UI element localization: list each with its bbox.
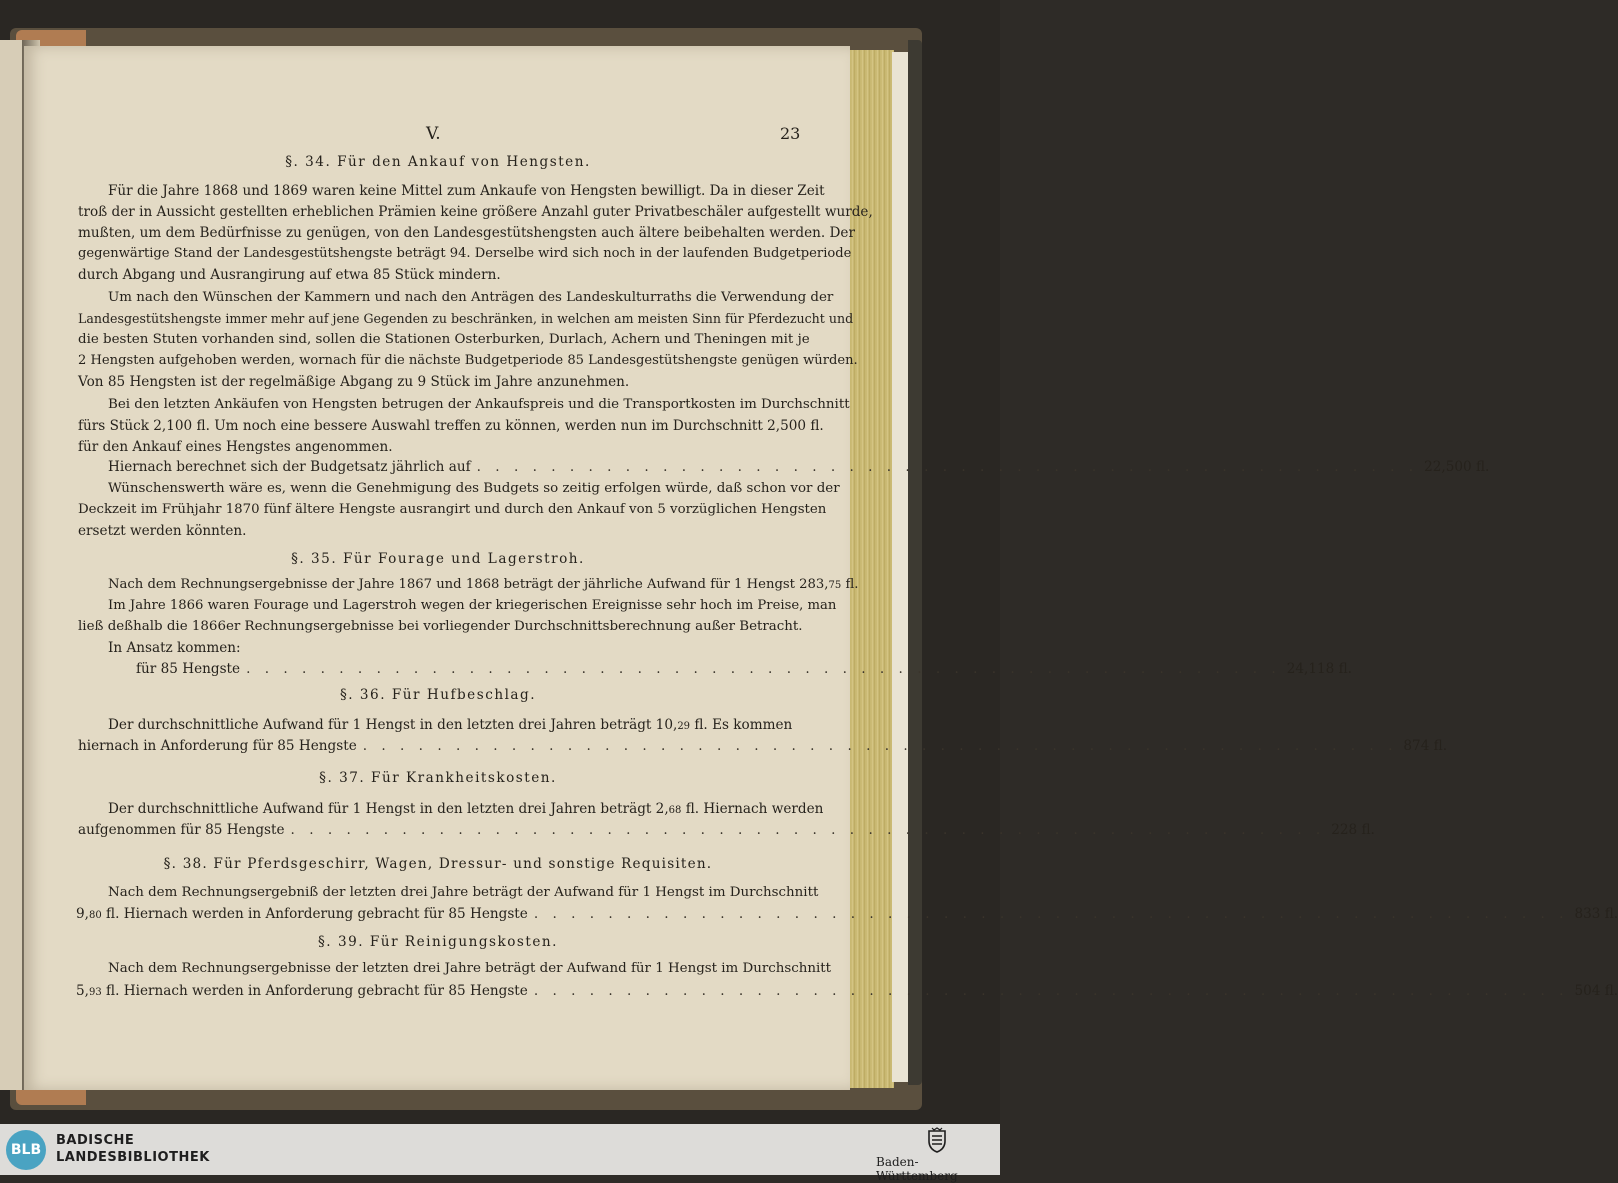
s34-line-13: für den Ankauf eines Hengstes angenommen. — [78, 439, 393, 455]
leader-dots: . . . . . . . . . . . . . . . . . . . . . . . . . . . . . . . . . . . . . . . . . . . . . . . . . . . . . . . . — [290, 822, 1326, 838]
s36-item-label: hiernach in Anforderung für 85 Hengste — [78, 738, 357, 754]
s34-budget-label: Hiernach berechnet sich der Budgetsatz jährlich auf — [108, 459, 471, 475]
coat-of-arms-icon — [926, 1127, 948, 1153]
s37-item-value: 228 fl. — [1331, 822, 1375, 838]
s35-item-row — [136, 660, 1352, 678]
section-38-heading: §. 38. Für Pferdsgeschirr, Wagen, Dressur- und sonstige Requisiten. — [163, 856, 713, 872]
s34-line-1: Für die Jahre 1868 und 1869 waren keine Mittel zum Ankaufe von Hengsten bewilligt. Da in dieser Zeit — [108, 183, 825, 199]
blb-logo-icon[interactable]: BLB — [6, 1130, 46, 1170]
chapter-label: V. — [426, 124, 441, 144]
s37-item-row — [78, 821, 1375, 839]
s37-line-1-sub: 68 — [668, 805, 682, 816]
s35-line-1-text: Nach dem Rechnungsergebnisse der Jahre 1867 und 1868 beträgt der jährliche Aufwand für 1 Hengst 283, — [108, 577, 829, 592]
s34-line-14: Wünschenswerth wäre es, wenn die Genehmigung des Budgets so zeitig erfolgen würde, daß schon vor der — [108, 481, 840, 496]
s38-item-row — [76, 905, 1618, 925]
s36-line-1-sub: 29 — [677, 721, 691, 732]
leader-dots: . . . . . . . . . . . . . . . . . . . . . . . . . . . . . . . . . . . . . . . . . . . . . . . . . . . . . . . . — [533, 906, 1569, 922]
library-name-line-2: LANDESBIBLIOTHEK — [56, 1150, 210, 1165]
s34-line-9: 2 Hengsten aufgehoben werden, wornach für die nächste Budgetperiode 85 Landesgestütshengste genügen würden. — [78, 353, 858, 368]
s34-line-12: fürs Stück 2,100 fl. Um noch eine bessere Auswahl treffen zu können, werden nun im Durchschnitt 2,500 fl. — [78, 418, 824, 434]
s35-item-label: für 85 Hengste — [136, 661, 241, 677]
s35-item-value: 24,118 fl. — [1286, 661, 1352, 677]
s37-line-1 — [108, 800, 823, 820]
s39-item-pre: 5, — [76, 983, 89, 999]
s34-line-5: durch Abgang und Ausrangirung auf etwa 85 Stück mindern. — [78, 267, 501, 283]
s36-item-row — [78, 737, 1448, 755]
s34-line-8: die besten Stuten vorhanden sind, sollen die Stationen Osterburken, Durlach, Achern und Theningen mit je — [78, 332, 810, 347]
s38-item-value: 833 fl. — [1574, 906, 1618, 922]
s39-item-label — [76, 982, 528, 1002]
s34-line-3: mußten, um dem Bedürfnisse zu genügen, von den Landesgestütshengsten auch ältere beibehalten werden. Der — [78, 225, 855, 241]
section-36-heading: §. 36. Für Hufbeschlag. — [339, 687, 537, 703]
leader-dots: . . . . . . . . . . . . . . . . . . . . . . . . . . . . . . . . . . . . . . . . . . . . . . . . . . . — [476, 459, 1419, 475]
s37-line-1-text: Der durchschnittliche Aufwand für 1 Hengst in den letzten drei Jahren beträgt 2, — [108, 801, 669, 817]
s39-line-1: Nach dem Rechnungsergebnisse der letzten drei Jahre beträgt der Aufwand für 1 Hengst im Durchschnitt — [108, 961, 832, 976]
s38-item-label — [76, 905, 528, 925]
s34-line-11: Bei den letzten Ankäufen von Hengsten betrugen der Ankaufspreis und die Transportkosten im Durchschnitt — [108, 397, 850, 412]
leader-dots: . . . . . . . . . . . . . . . . . . . . . . . . . . . . . . . . . . . . . . . . . . . . . . . . . . . . . . . . — [246, 661, 1281, 677]
s35-ansatz: In Ansatz kommen: — [108, 640, 241, 656]
s34-line-10: Von 85 Hengsten ist der regelmäßige Abgang zu 9 Stück im Jahre anzunehmen. — [78, 374, 630, 390]
s36-line-1-text: Der durchschnittliche Aufwand für 1 Hengst in den letzten drei Jahren beträgt 10, — [108, 717, 678, 733]
s39-item-text: fl. Hiernach werden in Anforderung gebracht für 85 Hengste — [101, 983, 528, 999]
s37-item-label: aufgenommen für 85 Hengste — [78, 822, 285, 838]
s38-item-sub: 80 — [88, 910, 102, 921]
s34-budget-row — [108, 458, 1490, 476]
s34-line-7: Landesgestütshengste immer mehr auf jene Gegenden zu beschränken, in welchen am meisten Sinn für Pferdezucht und — [78, 311, 854, 326]
s35-line-1-unit: fl. — [841, 577, 859, 592]
s35-line-2: Im Jahre 1866 waren Fourage und Lagerstroh wegen der kriegerischen Ereignisse sehr hoch im Preise, man — [108, 598, 837, 613]
s39-item-row — [76, 982, 1618, 1002]
s34-line-4: gegenwärtige Stand der Landesgestütshengste beträgt 94. Derselbe wird sich noch in der laufenden Budgetperiode — [78, 246, 852, 261]
state-label: Baden-Württemberg — [876, 1155, 958, 1183]
left-page-edge — [0, 40, 22, 1090]
s36-line-1-tail: fl. Es kommen — [690, 717, 793, 733]
s36-item-value: 874 fl. — [1403, 738, 1448, 754]
s35-line-3: ließ deßhalb die 1866er Rechnungsergebnisse bei vorliegender Durchschnittsberechnung außer Betracht. — [78, 619, 803, 634]
page-number: 23 — [780, 124, 801, 143]
s35-line-1-sub: 75 — [828, 580, 842, 591]
s36-line-1 — [108, 716, 792, 736]
s34-line-2: troß der in Aussicht gestellten erheblichen Prämien keine größere Anzahl guter Privatbeschäler aufgestellt wurde, — [78, 204, 873, 220]
s34-line-6: Um nach den Wünschen der Kammern und nach den Anträgen des Landeskulturraths die Verwendung der — [108, 290, 834, 305]
s38-item-pre: 9, — [76, 906, 89, 922]
library-footer — [0, 1124, 1000, 1183]
leader-dots: . . . . . . . . . . . . . . . . . . . . . . . . . . . . . . . . . . . . . . . . . . . . . . . . . . . . . . . . — [362, 738, 1398, 754]
s39-item-value: 504 fl. — [1574, 983, 1618, 999]
cover-right-edge — [908, 40, 922, 1085]
s35-line-1 — [108, 576, 858, 595]
section-39-heading: §. 39. Für Reinigungskosten. — [318, 934, 558, 950]
section-35-heading: §. 35. Für Fourage und Lagerstroh. — [291, 551, 585, 567]
s38-item-text: fl. Hiernach werden in Anforderung gebracht für 85 Hengste — [101, 906, 528, 922]
s39-item-sub: 93 — [88, 987, 102, 998]
section-34-heading: §. 34. Für den Ankauf von Hengsten. — [285, 154, 591, 170]
s38-line-1: Nach dem Rechnungsergebniß der letzten drei Jahre beträgt der Aufwand für 1 Hengst im Durchschnitt — [108, 885, 819, 900]
s37-line-1-tail: fl. Hiernach werden — [681, 801, 824, 817]
s34-line-15: Deckzeit im Frühjahr 1870 fünf ältere Hengste ausrangirt und durch den Ankauf von 5 vorzüglichen Hengsten — [78, 502, 827, 517]
library-name-line-1: BADISCHE — [56, 1133, 135, 1148]
s34-budget-value: 22,500 fl. — [1424, 459, 1490, 475]
leader-dots: . . . . . . . . . . . . . . . . . . . . . . . . . . . . . . . . . . . . . . . . . . . . . . . . . . . . . . . . — [533, 983, 1569, 999]
section-37-heading: §. 37. Für Krankheitskosten. — [319, 770, 557, 786]
s34-line-16: ersetzt werden könnten. — [78, 523, 247, 539]
